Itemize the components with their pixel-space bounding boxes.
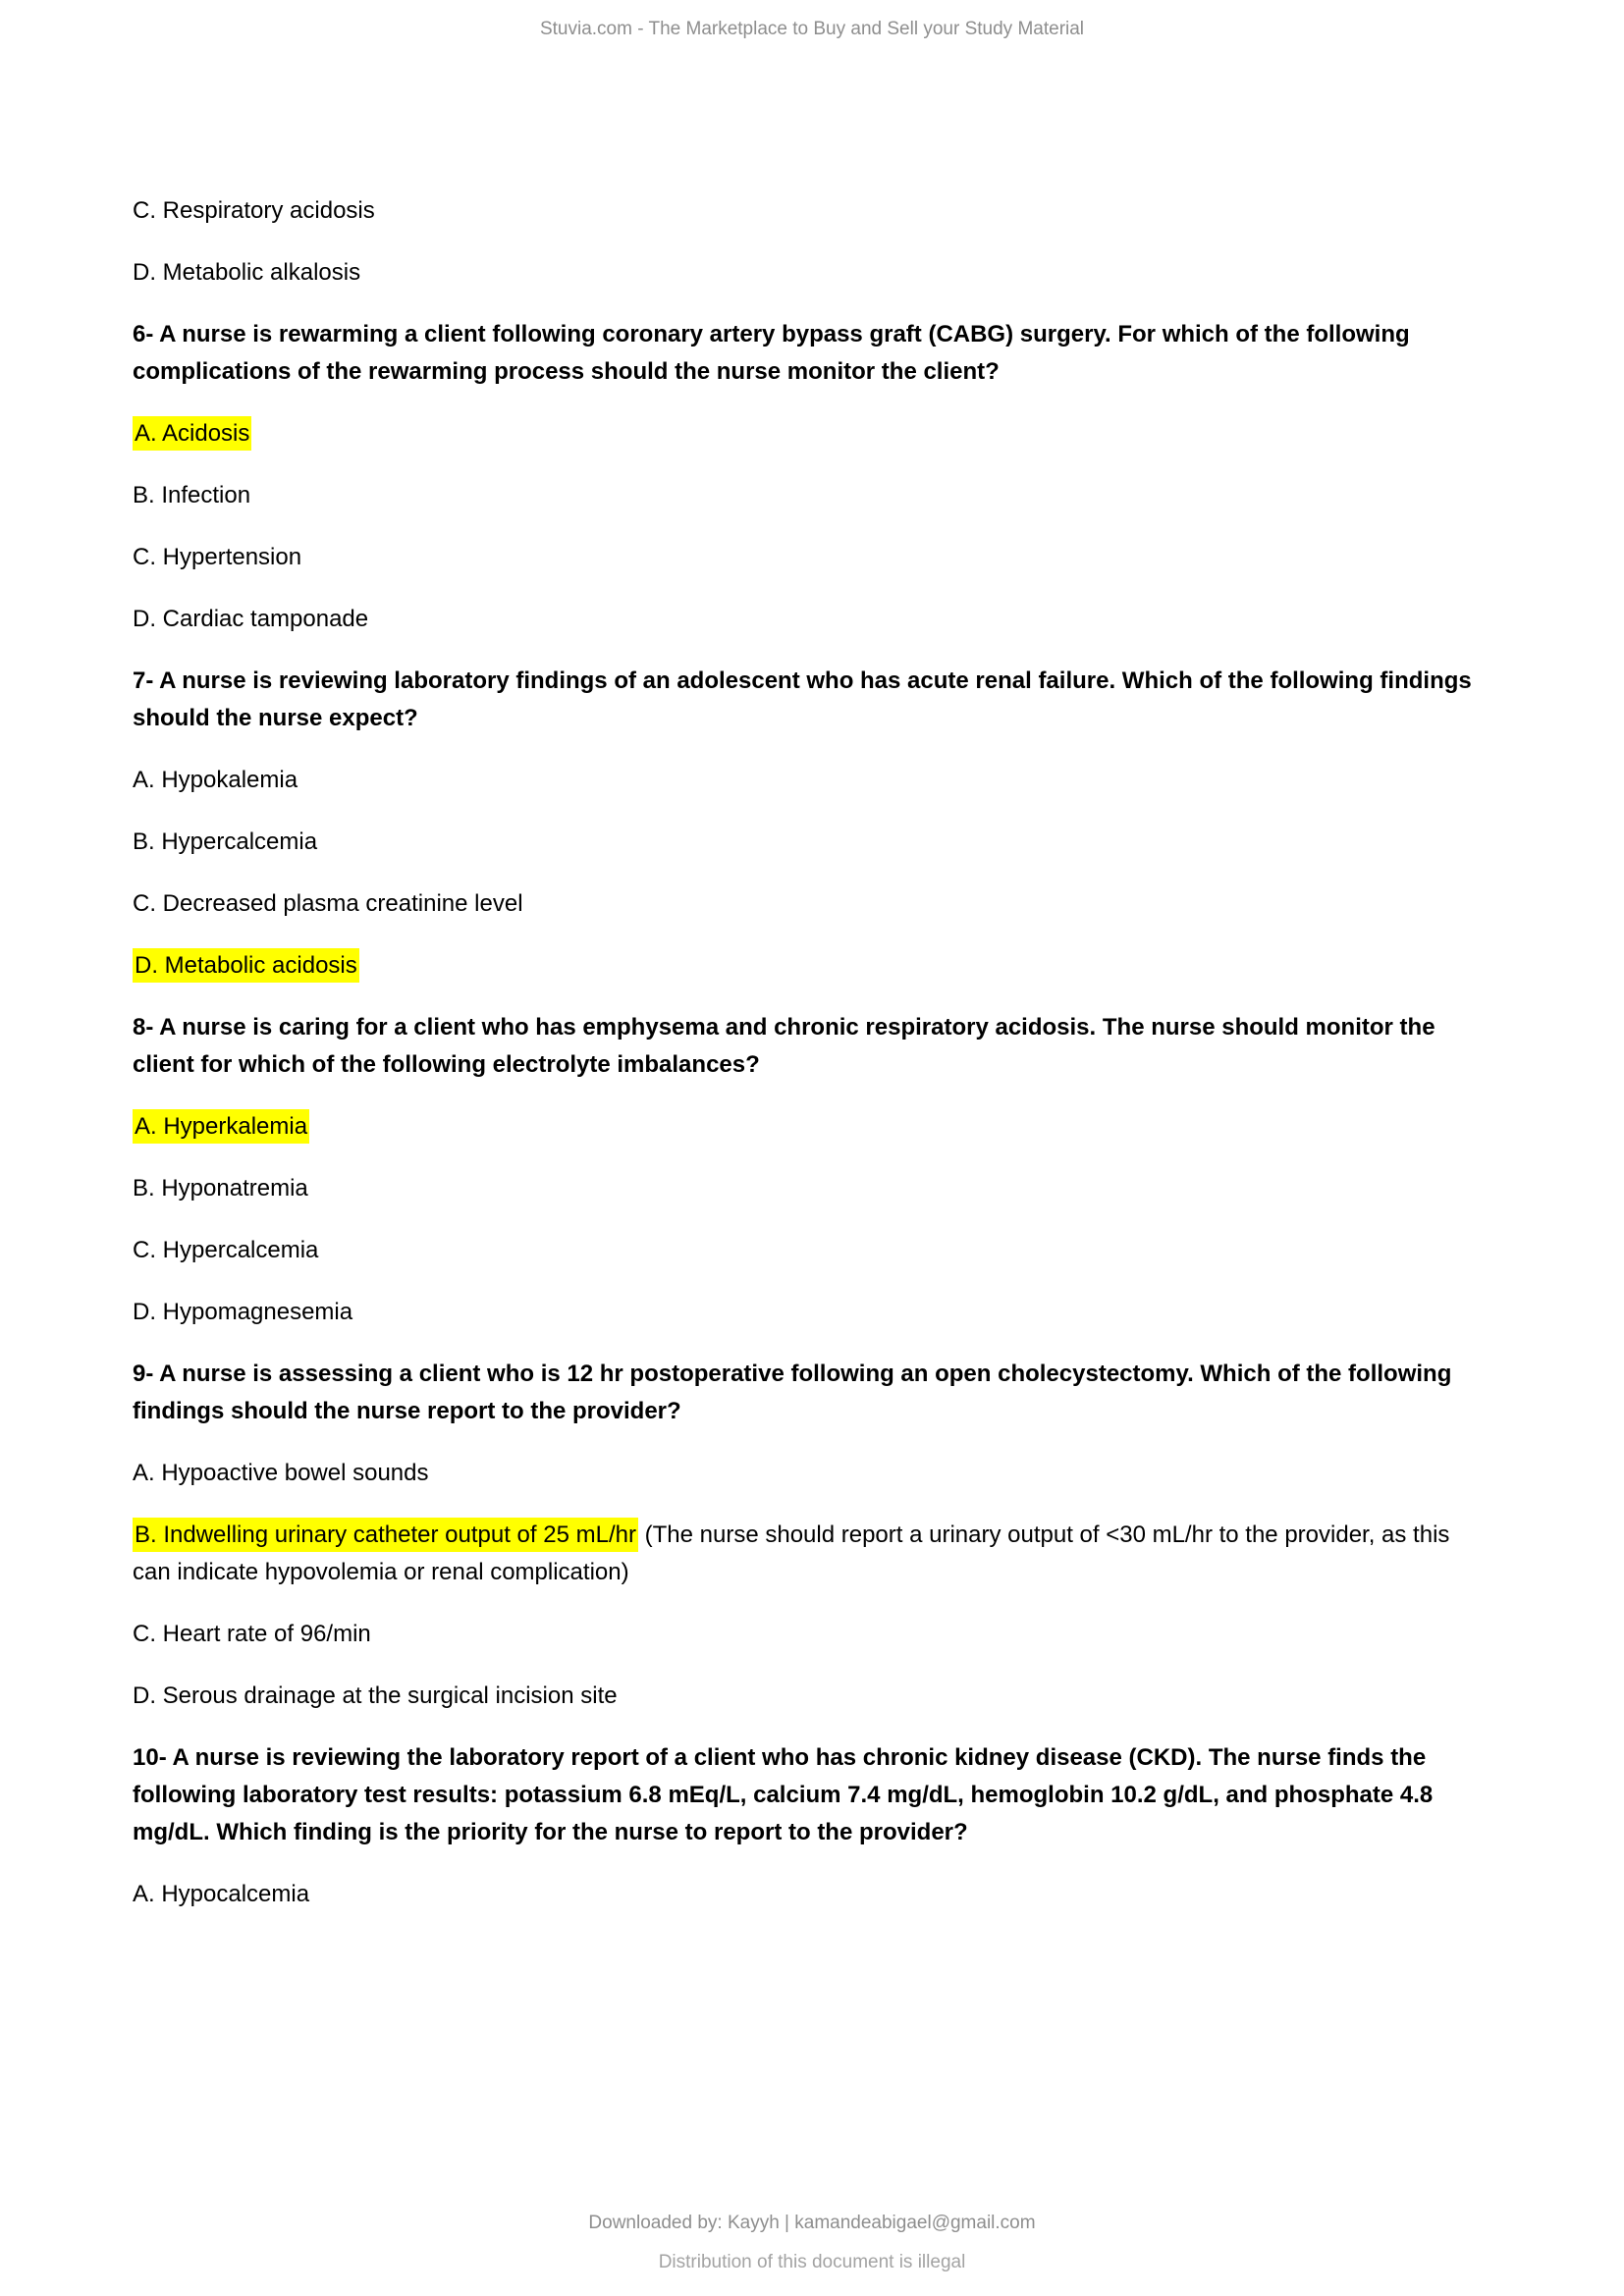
question-text xyxy=(133,1739,1491,1851)
text-segment: 9- A nurse is assessing a client who is 12 hr postoperative following an open cholecystectomy. Which of the following findings should the nurse report to the provider? xyxy=(133,1361,1452,1424)
highlighted-text: A. Acidosis xyxy=(133,416,251,451)
answer-option xyxy=(133,539,1491,576)
text-segment: B. Infection xyxy=(133,482,251,508)
text-segment: 6- A nurse is rewarming a client following coronary artery bypass graft (CABG) surgery. For which of the following complications of the rewarming process should the nurse monitor the client? xyxy=(133,321,1410,385)
question-text xyxy=(133,663,1491,737)
header-text: Stuvia.com - The Marketplace to Buy and Sell your Study Material xyxy=(539,19,1085,39)
answer-option xyxy=(133,1517,1491,1591)
text-segment: D. Metabolic alkalosis xyxy=(133,259,361,286)
highlighted-text: A. Hyperkalemia xyxy=(133,1109,309,1144)
answer-option xyxy=(133,762,1491,799)
answer-option xyxy=(133,1108,1491,1146)
text-segment: 10- A nurse is reviewing the laboratory report of a client who has chronic kidney disease (CKD). The nurse finds the following laboratory test results: potassium 6.8 mEq/L, calcium 7.4 mg/dL, hemoglobin 10.2 g/dL, and phosphate 4.8 mg/dL. Which finding is the priority for the nurse to report to the provider? xyxy=(133,1744,1434,1845)
answer-option xyxy=(133,1294,1491,1331)
question-text xyxy=(133,1009,1491,1084)
text-segment: C. Hypercalcemia xyxy=(133,1237,319,1263)
text-segment: C. Hypertension xyxy=(133,544,302,570)
text-segment: (The nurse should report a urinary output of <30 mL/hr to the provider, as this can indicate hypovolemia or renal complication) xyxy=(133,1522,1450,1585)
answer-option xyxy=(133,947,1491,985)
answer-option xyxy=(133,1170,1491,1207)
text-segment: A. Hypoactive bowel sounds xyxy=(133,1460,429,1486)
question-text xyxy=(133,316,1491,391)
page-header xyxy=(0,18,1624,41)
text-segment: 8- A nurse is caring for a client who has emphysema and chronic respiratory acidosis. The nurse should monitor the client for which of the following electrolyte imbalances? xyxy=(133,1014,1435,1078)
answer-option xyxy=(133,601,1491,638)
text-segment: C. Heart rate of 96/min xyxy=(133,1621,371,1647)
text-segment: A. Hypokalemia xyxy=(133,767,298,793)
text-segment: D. Cardiac tamponade xyxy=(133,606,369,632)
text-segment: B. Hyponatremia xyxy=(133,1175,308,1201)
text-segment: C. Respiratory acidosis xyxy=(133,197,375,224)
document-body xyxy=(133,192,1491,1938)
answer-option xyxy=(133,1876,1491,1913)
answer-option xyxy=(133,1455,1491,1492)
answer-option xyxy=(133,1232,1491,1269)
answer-option xyxy=(133,885,1491,923)
text-segment: C. Decreased plasma creatinine level xyxy=(133,890,523,917)
answer-option xyxy=(133,254,1491,292)
text-segment: D. Serous drainage at the surgical incision site xyxy=(133,1682,618,1709)
answer-option xyxy=(133,1678,1491,1715)
highlighted-text: D. Metabolic acidosis xyxy=(133,948,359,983)
question-text xyxy=(133,1356,1491,1430)
highlighted-text: B. Indwelling urinary catheter output of 25 mL/hr xyxy=(133,1518,638,1552)
answer-option xyxy=(133,192,1491,230)
answer-option xyxy=(133,477,1491,514)
answer-option xyxy=(133,1616,1491,1653)
footer-downloaded-by: Downloaded by: Kayyh | kamandeabigael@gmail.com xyxy=(588,2213,1036,2233)
text-segment: B. Hypercalcemia xyxy=(133,828,318,855)
page-footer xyxy=(0,2212,1624,2274)
answer-option xyxy=(133,415,1491,453)
text-segment: 7- A nurse is reviewing laboratory findings of an adolescent who has acute renal failure. Which of the following findings should the nurse expect? xyxy=(133,667,1472,731)
answer-option xyxy=(133,824,1491,861)
text-segment: A. Hypocalcemia xyxy=(133,1881,310,1907)
text-segment: D. Hypomagnesemia xyxy=(133,1299,353,1325)
footer-warning: Distribution of this document is illegal xyxy=(658,2252,966,2272)
